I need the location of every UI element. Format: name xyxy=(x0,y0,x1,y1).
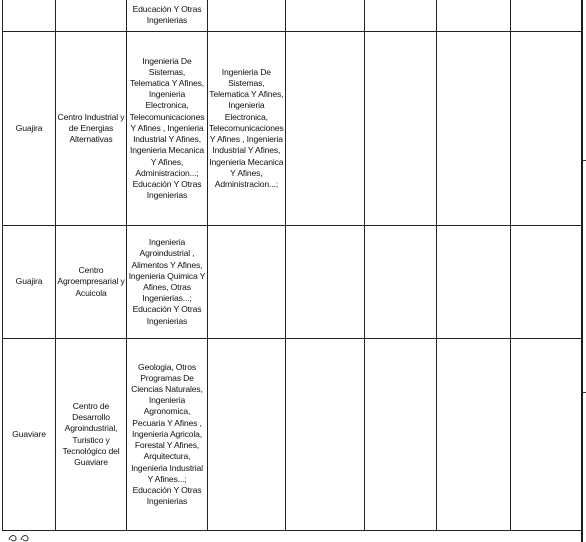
table-row xyxy=(3,339,582,531)
programs-cell: Educación Y Otras Ingenierias xyxy=(127,0,208,32)
department-cell: Guaviare xyxy=(3,339,56,531)
center-cell: Centro Industrial y de Energias Alternativas xyxy=(56,32,127,226)
center-cell: Centro de Desarrollo Agroindustrial, Turistico y Tecnológico del Guaviare xyxy=(56,339,127,531)
department-cell: Guajira xyxy=(3,226,56,339)
table-row xyxy=(3,0,582,32)
programs-cell: Geologia, Otros Programas De Ciencias Naturales, Ingenieria Agronomica, Pecuaria Y Afines , Ingenieria Agricola, Forestal Y Afines, Arquitectura, Ingenieria Industrial Y Afines...; Educación Y Otras Ingenierias xyxy=(127,339,208,531)
table-row xyxy=(3,32,582,226)
programs-cell xyxy=(208,226,286,339)
page-edge-line xyxy=(581,0,583,542)
center-cell: Centro Agroempresarial y Acuicola xyxy=(56,226,127,339)
table-row xyxy=(3,226,582,339)
department-cell: Guajira xyxy=(3,32,56,226)
programs-cell xyxy=(208,339,286,531)
programs-cell: Ingenieria De Sistemas, Telematica Y Afines, Ingenieria Electronica, Telecomunicaciones Y Afines , Ingenieria Industrial Y Afines, Ingenieria Mecanica Y Afines, Administracion...; Educación Y Otras Ingenierias xyxy=(127,32,208,226)
programs-cell: Ingenieria Agroindustrial , Alimentos Y Afines, Ingenieria Quimica Y Afines, Otras Ingenierias...; Educación Y Otras Ingenierias xyxy=(127,226,208,339)
programs-cell: Ingenieria De Sistemas, Telematica Y Afines, Ingenieria Electronica, Telecomunicaciones Y Afines , Ingenieria Industrial Y Afines, Ingenieria Mecanica Y Afines, Administracion...; xyxy=(208,32,286,226)
handwritten-mark xyxy=(6,528,42,542)
programs-table xyxy=(2,0,582,531)
